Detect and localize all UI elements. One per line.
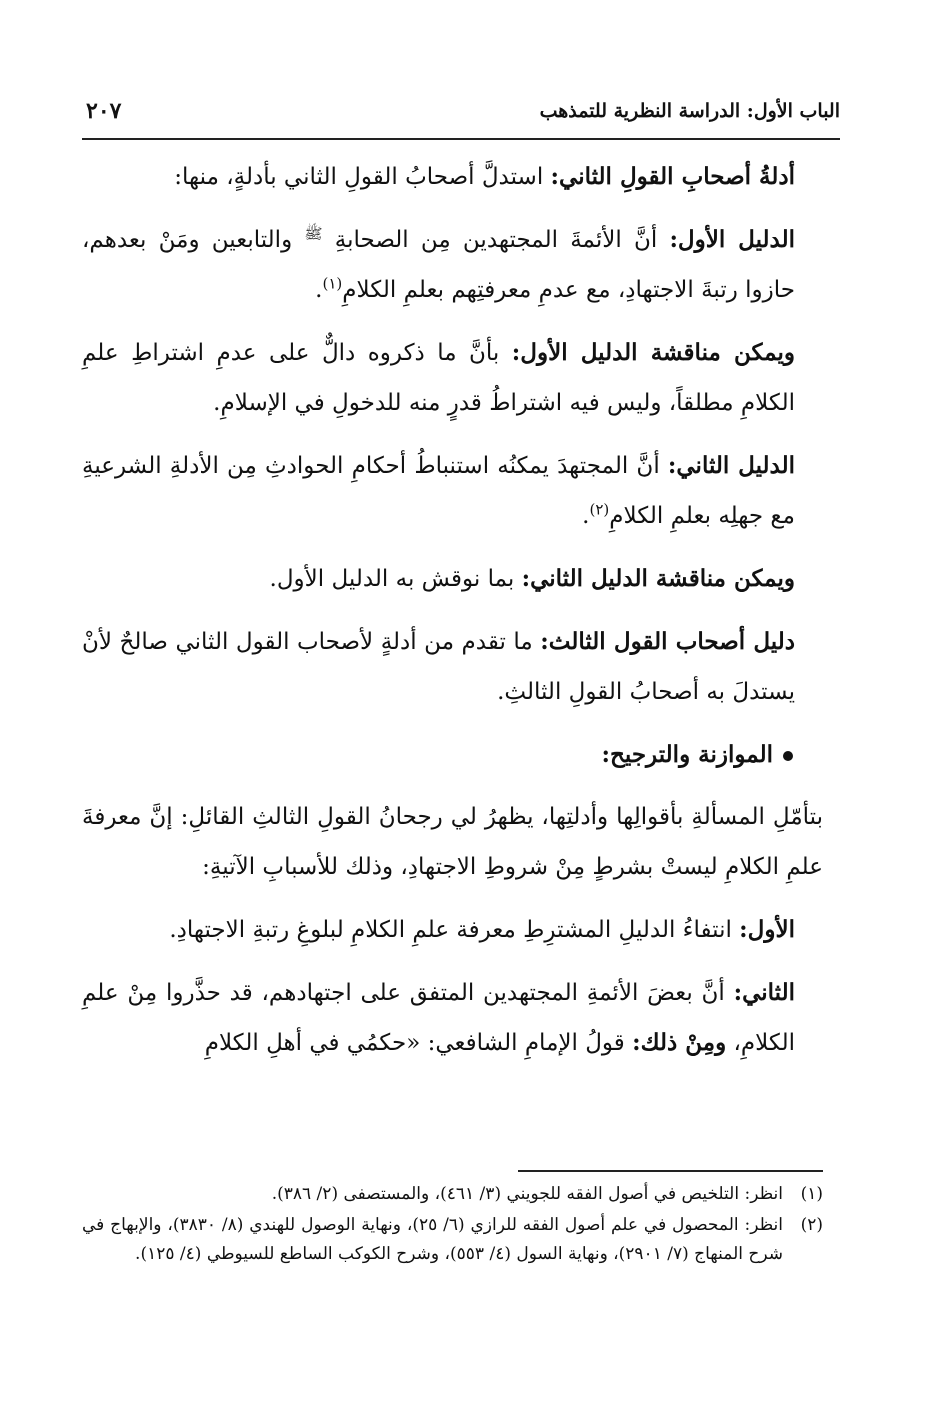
paragraph-text: ما تقدم من أدلةٍ لأصحاب القول الثاني صالحٌ لأنْ يستدلَ به أصحابُ القولِ الثالثِ. [82,629,795,705]
footnote-item [82,1211,823,1269]
paragraph-end: . [582,503,590,529]
paragraph-text: بما نوقش به الدليل الأول. [269,566,522,592]
paragraph-evidence-second-opinion [82,152,823,202]
heading-term: الدليل الأول: [669,226,795,253]
paragraph-weighing [82,792,823,892]
heading-term: الأول: [739,916,795,943]
footnote-ref[interactable]: (١) [322,274,343,293]
paragraph-text: بتأمّلِ المسألةِ بأقوالِها وأدلتِها، يظهرُ لي رجحانُ القولِ الثالثِ القائلِ: إنَّ معرفةَ علمِ الكلامِ ليستْ بشرطٍ مِنْ شروطِ الاجتهادِ، وذلك للأسبابِ الآتيةِ: [82,804,823,880]
paragraph-first-discussion [82,328,823,428]
paragraph-second-discussion [82,554,823,604]
bullet-icon [783,751,793,761]
footnote-text: انظر: المحصول في علم أصول الفقه للرازي (٦/ ٢٥)، ونهاية الوصول للهندي (٨/ ٣٨٣٠)، والإبهاج في شرح المنهاج (٧/ ٢٩٠١)، ونهاية السول (٤/ ٥٥٣)، وشرح الكوكب الساطع للسيوطي (٤/ ١٢٥). [82,1215,783,1264]
footnote-number: (١) [800,1184,823,1204]
footnote-text: انظر: التلخيص في أصول الفقه للجويني (٣/ ٤٦١)، والمستصفى (٢/ ٣٨٦). [271,1184,783,1204]
footnote-divider [518,1170,823,1172]
main-text [82,152,823,1081]
honorific-glyph: ﷺ [304,224,323,243]
footnote-ref[interactable]: (٢) [589,500,610,519]
page-number: ٢٠٧ [86,98,122,124]
footnotes [82,1180,823,1271]
running-head: الباب الأول: الدراسة النظرية للتمذهب [539,100,840,122]
section-heading-text: الموازنة والترجيح: [601,741,773,768]
footnote-item [82,1180,823,1209]
paragraph-text: استدلَّ أصحابُ القولِ الثاني بأدلةٍ، منها: [174,164,551,190]
heading-term: ويمكن مناقشة الدليل الأول: [511,339,795,366]
paragraph-text: قولُ الإمامِ الشافعي: «حكمُي في أهلِ الكلامِ [204,1030,633,1056]
inline-term: ومِنْ ذلك: [632,1029,727,1056]
paragraph-second-evidence [82,441,823,541]
heading-term: الدليل الثاني: [667,452,796,479]
paragraph-third-opinion-evidence [82,617,823,717]
paragraph-text: بأنَّ ما ذكروه دالٌّ على عدمِ اشتراطِ علمِ الكلامِ مطلقاً، وليس فيه اشتراطُ قدرٍ منه للدخولِ في الإسلامِ. [82,340,795,416]
paragraph-text: أنَّ بعضَ الأئمةِ المجتهدين المتفق على اجتهادهم، قد حذَّروا مِنْ علمِ الكلامِ، [82,980,795,1056]
heading-term: أدلةُ أصحابِ القولِ الثاني: [550,163,795,190]
paragraph-first-evidence [82,215,823,315]
heading-term: دليل أصحاب القول الثالث: [540,628,795,655]
paragraph-reason-first [82,905,823,955]
section-heading [82,730,823,780]
paragraph-text: والتابعين ومَنْ بعدهم، حازوا رتبةَ الاجتهادِ، مع عدمِ معرفتِهم بعلمِ الكلامِ [82,227,795,303]
page-header [82,96,840,140]
paragraph-text: انتفاءُ الدليلِ المشترِطِ معرفة علمِ الكلامِ لبلوغِ رتبةِ الاجتهادِ. [169,917,740,943]
paragraph-text: أنَّ المجتهدَ يمكنُه استنباطُ أحكامِ الحوادثِ مِن الأدلةِ الشرعيةِ مع جهلِه بعلمِ الكلامِ [82,453,795,529]
paragraph-text: أنَّ الأئمةَ المجتهدين مِن الصحابةِ [322,227,670,253]
paragraph-end: . [315,277,323,303]
paragraph-reason-second [82,968,823,1068]
heading-term: الثاني: [733,979,795,1006]
heading-term: ويمكن مناقشة الدليل الثاني: [521,565,795,592]
footnote-number: (٢) [800,1215,823,1235]
